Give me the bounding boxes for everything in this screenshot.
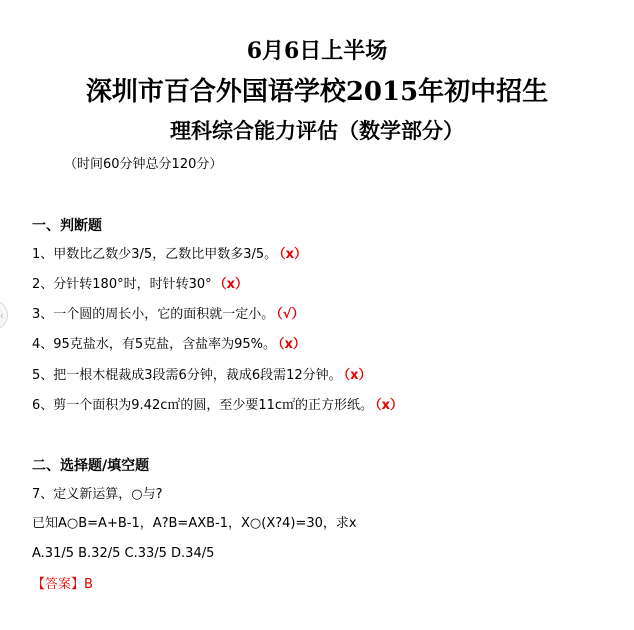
judgement-item-text: 2、分针转180°时，时针转30° — [32, 277, 212, 292]
answer-tag: 【答案】 — [32, 577, 85, 592]
judgement-mark: （x） — [343, 368, 372, 383]
exam-title: 深圳市百合外国语学校2015年初中招生 — [85, 77, 549, 107]
section-judgement-title: 一、判断题 — [32, 218, 102, 234]
judgement-item-4 — [32, 336, 306, 354]
judgement-item-text: 4、95克盐水，有5克盐，含盐率为95%。 — [32, 337, 276, 352]
judgement-mark: （√） — [276, 307, 305, 322]
judgement-mark: （x） — [279, 247, 308, 262]
judgement-item-text: 3、一个圆的周长小，它的面积就一定小。 — [32, 307, 275, 322]
judgement-item-5 — [32, 367, 372, 385]
question-7: 7、定义新运算，○与? — [32, 487, 163, 502]
answer-value: B — [84, 577, 93, 592]
judgement-item-text: 1、甲数比乙数少3/5，乙数比甲数多3/5。 — [32, 247, 278, 262]
previous-page-arrow-icon[interactable]: ‹ — [0, 300, 8, 330]
judgement-mark: （x） — [277, 337, 306, 352]
question-7-answer — [32, 576, 93, 594]
judgement-item-text: 5、把一根木棍裁成3段需6分钟，裁成6段需12分钟。 — [32, 368, 342, 383]
exam-date: 6月6日上半场 — [246, 38, 388, 64]
judgement-item-6 — [32, 397, 403, 415]
judgement-item-text: 6、剪一个面积为9.42c㎡的圆，至少要11c㎡的正方形纸。 — [32, 398, 374, 413]
judgement-mark: （x） — [375, 398, 403, 413]
judgement-item-2 — [32, 276, 248, 294]
judgement-mark: （x） — [213, 277, 249, 292]
exam-subtitle: 理科综合能力评估（数学部分） — [170, 118, 464, 143]
question-7-options: A.31/5 B.32/5 C.33/5 D.34/5 — [32, 546, 215, 561]
judgement-item-3 — [32, 306, 304, 324]
section-choice-title: 二、选择题/填空题 — [32, 458, 150, 474]
judgement-item-1 — [32, 246, 307, 264]
question-7-detail: 已知A○B=A+B-1，A?B=AXB-1，X○(X?4)=30，求x — [32, 516, 357, 531]
time-note: （时间60分钟总分120分） — [64, 157, 223, 172]
